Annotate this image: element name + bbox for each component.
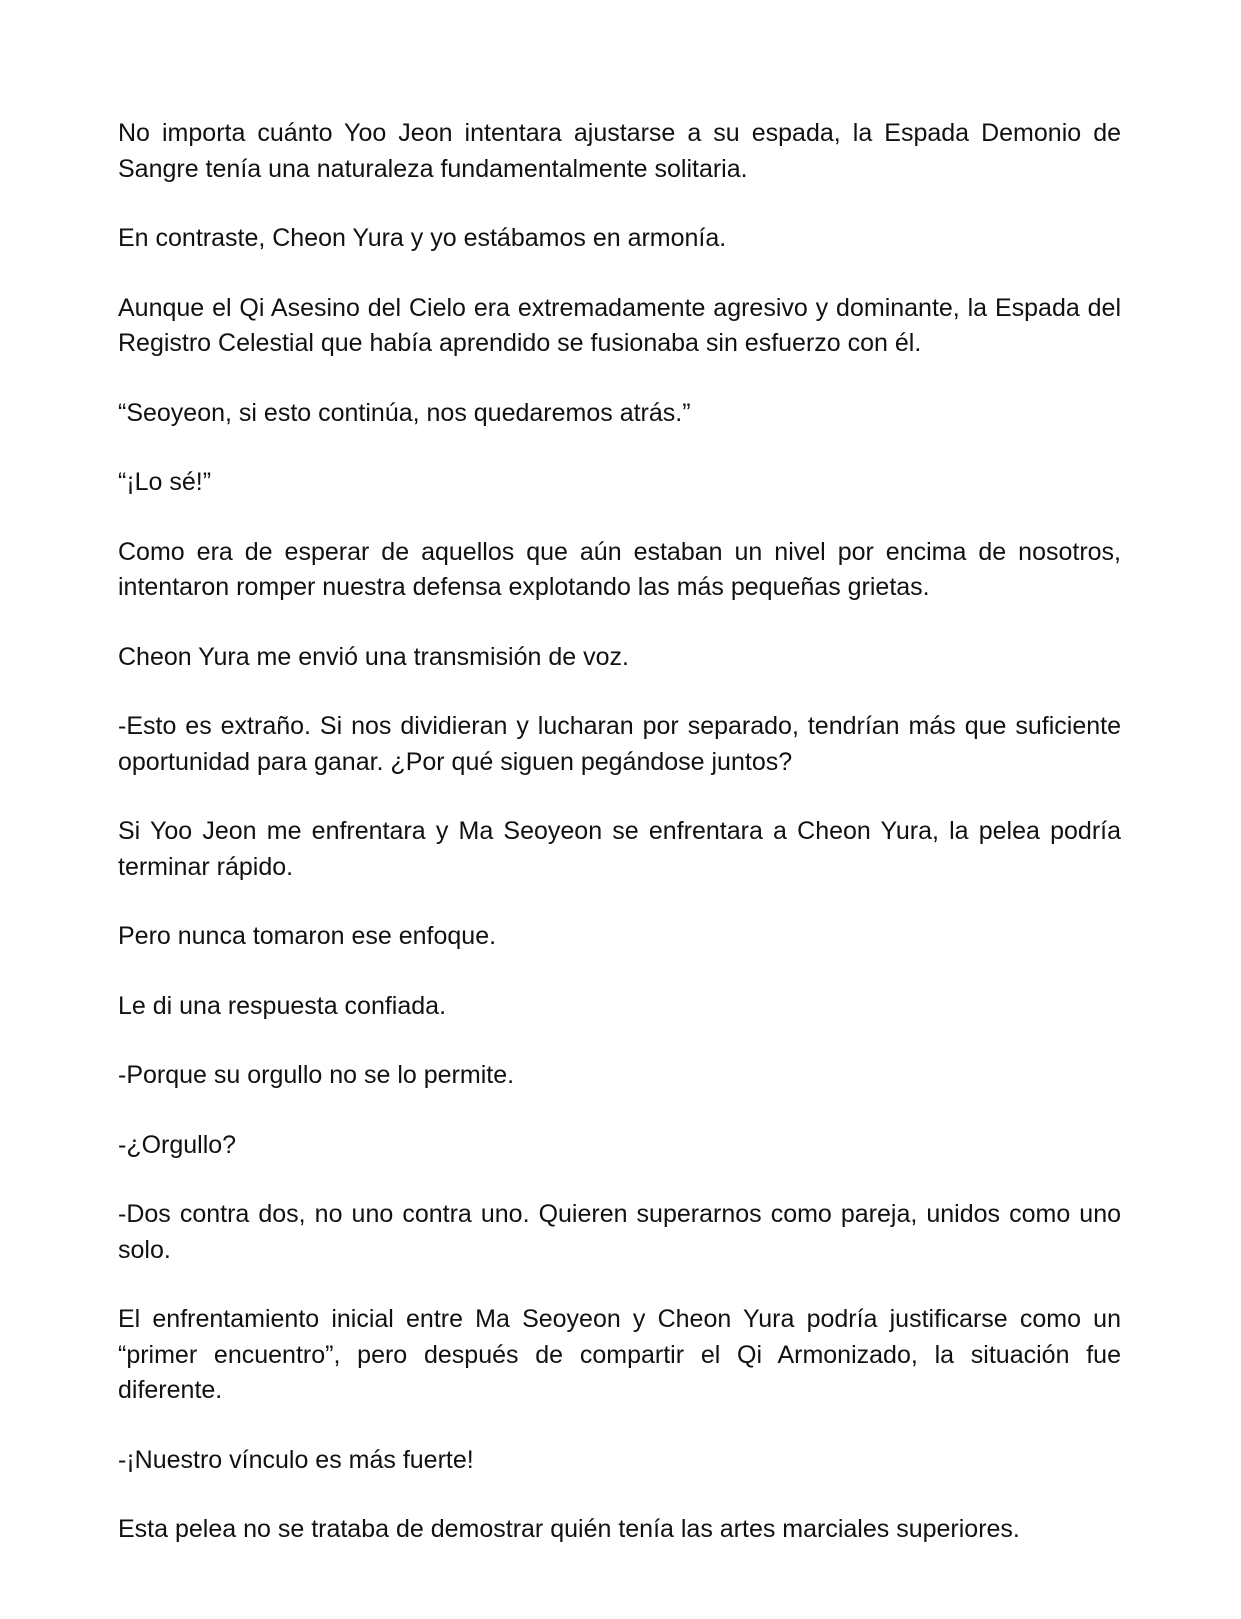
- paragraph: -¿Orgullo?: [118, 1130, 237, 1159]
- paragraph: -Dos contra dos, no uno contra uno. Quieren superarnos como pareja, unidos como uno solo.: [118, 1200, 1121, 1264]
- paragraph: Aunque el Qi Asesino del Cielo era extremadamente agresivo y dominante, la Espada del Registro Celestial que había aprendido se fusionaba sin esfuerzo con él.: [118, 293, 1121, 357]
- paragraph: Le di una respuesta confiada.: [118, 991, 447, 1020]
- paragraph: “Seoyeon, si esto continúa, nos quedaremos atrás.”: [118, 398, 691, 427]
- paragraph: No importa cuánto Yoo Jeon intentara ajustarse a su espada, la Espada Demonio de Sangre tenía una naturaleza fundamentalmente solitaria.: [118, 119, 1121, 183]
- paragraph: Esta pelea no se trataba de demostrar quién tenía las artes marciales superiores.: [118, 1515, 1020, 1543]
- paragraph: “¡Lo sé!”: [118, 468, 212, 496]
- paragraph: Pero nunca tomaron ese enfoque.: [118, 922, 497, 950]
- document-page: [118, 116, 1121, 1582]
- paragraph: Cheon Yura me envió una transmisión de voz.: [118, 642, 629, 671]
- paragraph: -Porque su orgullo no se lo permite.: [118, 1061, 515, 1089]
- paragraph: -Esto es extraño. Si nos dividieran y lucharan por separado, tendrían más que suficiente oportunidad para ganar. ¿Por qué siguen pegándose juntos?: [118, 712, 1121, 776]
- paragraph: En contraste, Cheon Yura y yo estábamos en armonía.: [118, 224, 727, 252]
- paragraph: Si Yoo Jeon me enfrentara y Ma Seoyeon se enfrentara a Cheon Yura, la pelea podría terminar rápido.: [118, 817, 1121, 881]
- paragraph: -¡Nuestro vínculo es más fuerte!: [118, 1445, 474, 1474]
- paragraph: Como era de esperar de aquellos que aún estaban un nivel por encima de nosotros, intentaron romper nuestra defensa explotando las más pequeñas grietas.: [118, 537, 1121, 601]
- paragraph: El enfrentamiento inicial entre Ma Seoyeon y Cheon Yura podría justificarse como un “primer encuentro”, pero después de compartir el Qi Armonizado, la situación fue diferente.: [118, 1305, 1121, 1404]
